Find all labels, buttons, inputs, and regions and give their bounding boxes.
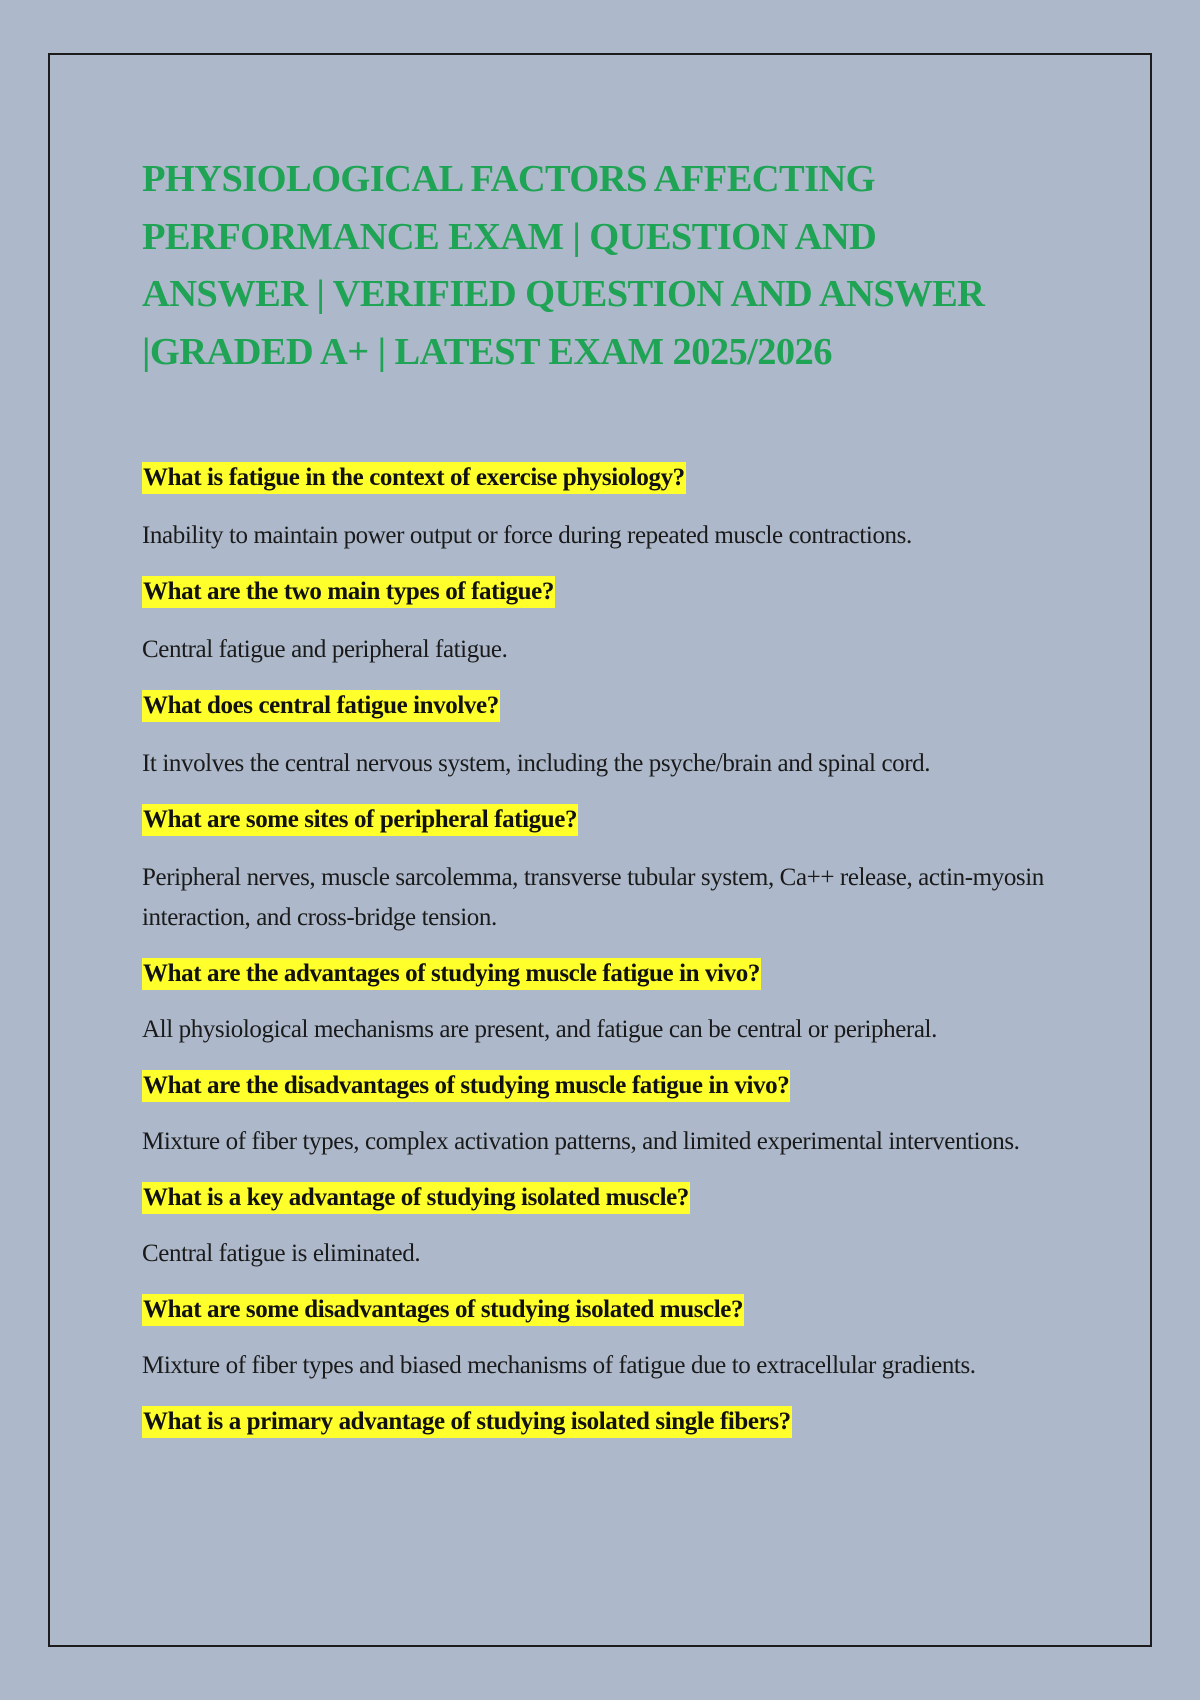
answer: All physiological mechanisms are present, and fatigue can be central or peripheral. bbox=[142, 1016, 937, 1043]
question-text: What is a key advantage of studying isolated muscle? bbox=[142, 1182, 690, 1214]
question-text: What does central fatigue involve? bbox=[142, 690, 500, 722]
question bbox=[142, 572, 1082, 612]
qa-item bbox=[142, 954, 1082, 1050]
qa-item bbox=[142, 800, 1082, 938]
answer: Mixture of fiber types, complex activation patterns, and limited experimental interventions. bbox=[142, 1128, 1020, 1155]
question bbox=[142, 1066, 1082, 1106]
answer: Central fatigue and peripheral fatigue. bbox=[142, 636, 508, 663]
question-text: What are the disadvantages of studying muscle fatigue in vivo? bbox=[142, 1070, 790, 1102]
question bbox=[142, 458, 1082, 498]
answer: It involves the central nervous system, including the psyche/brain and spinal cord. bbox=[142, 750, 931, 777]
answer: Peripheral nerves, muscle sarcolemma, transverse tubular system, Ca++ release, actin-myosin interaction, and cross-bridge tension. bbox=[142, 864, 1044, 931]
question bbox=[142, 686, 1082, 726]
question-text: What are some sites of peripheral fatigue? bbox=[142, 804, 578, 836]
qa-item bbox=[142, 686, 1082, 784]
question bbox=[142, 954, 1082, 994]
qa-item bbox=[142, 1290, 1082, 1386]
qa-item bbox=[142, 572, 1082, 670]
qa-item bbox=[142, 1066, 1082, 1162]
title-line: PERFORMANCE EXAM | QUESTION AND bbox=[142, 215, 877, 258]
answer: Mixture of fiber types and biased mechanisms of fatigue due to extracellular gradients. bbox=[142, 1352, 976, 1379]
title-line: PHYSIOLOGICAL FACTORS AFFECTING bbox=[142, 158, 875, 200]
qa-list bbox=[142, 458, 1082, 1442]
question-text: What is a primary advantage of studying isolated single fibers? bbox=[142, 1406, 792, 1438]
question-text: What is fatigue in the context of exercise physiology? bbox=[142, 462, 686, 494]
title-line: |GRADED A+ | LATEST EXAM 2025/2026 bbox=[142, 330, 832, 373]
question-text: What are the two main types of fatigue? bbox=[142, 576, 555, 608]
question-text: What are the advantages of studying muscle fatigue in vivo? bbox=[142, 958, 761, 990]
answer: Inability to maintain power output or force during repeated muscle contractions. bbox=[142, 522, 912, 549]
question bbox=[142, 1402, 1082, 1442]
qa-item bbox=[142, 1178, 1082, 1274]
title-line: ANSWER | VERIFIED QUESTION AND ANSWER bbox=[142, 273, 985, 315]
answer: Central fatigue is eliminated. bbox=[142, 1240, 421, 1267]
question-text: What are some disadvantages of studying isolated muscle? bbox=[142, 1294, 744, 1326]
question bbox=[142, 1178, 1082, 1218]
qa-item bbox=[142, 1402, 1082, 1442]
document-title bbox=[142, 151, 1072, 381]
question bbox=[142, 1290, 1082, 1330]
question bbox=[142, 800, 1082, 840]
qa-item bbox=[142, 458, 1082, 556]
